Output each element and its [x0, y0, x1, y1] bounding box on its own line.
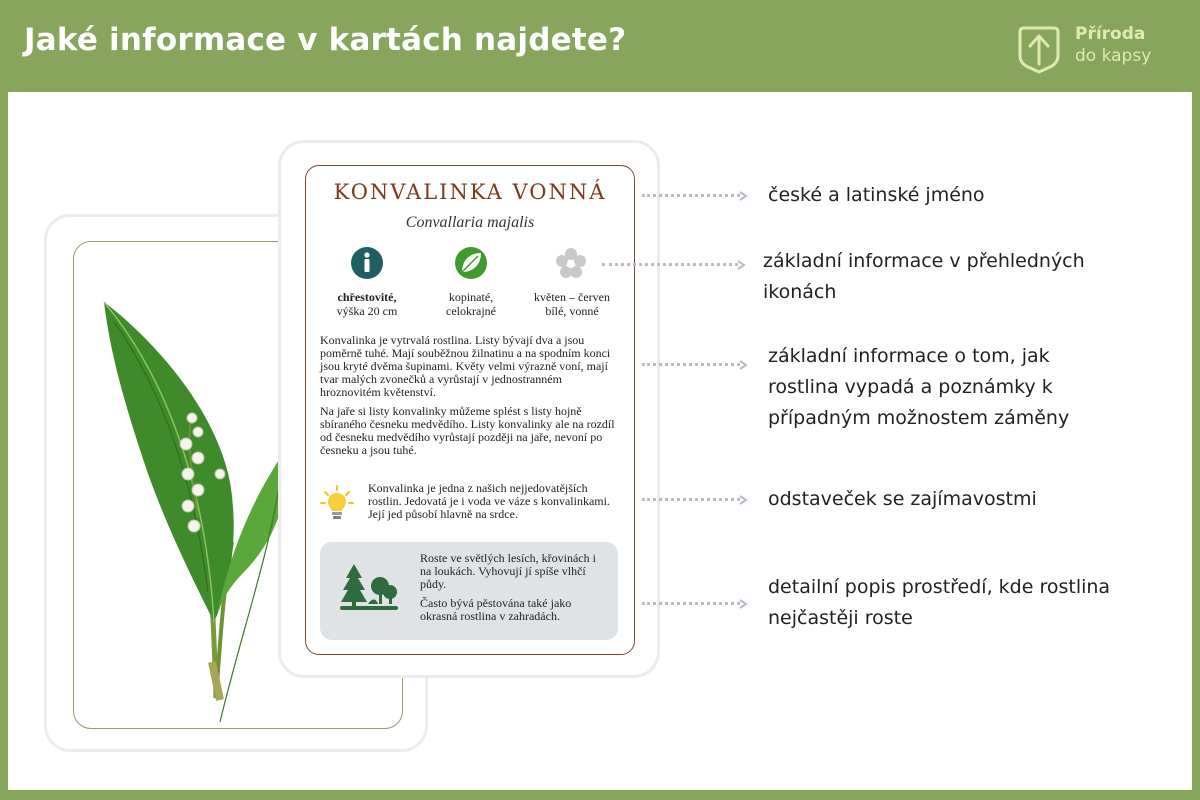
- plant-latin-name: Convallaria majalis: [405, 214, 535, 231]
- card-content: [305, 165, 635, 655]
- callout-connector: [642, 602, 740, 605]
- plant-name: KONVALINKA VONNÁ: [333, 180, 607, 204]
- callout-fun-fact: odstaveček se zajímavostmi: [768, 488, 1037, 510]
- leaf-shape-label: kopinaté, celokrajné: [446, 290, 496, 318]
- arrow-icon: [738, 360, 748, 370]
- forest-habitat-icon: [338, 560, 400, 616]
- callout-connector: [642, 498, 740, 501]
- callout-description: základní informace o tom, jak rostlina vypadá a poznámky k případným možnostem záměny: [768, 345, 1070, 429]
- callout-connector: [642, 194, 740, 197]
- lightbulb-icon: [320, 484, 354, 522]
- habitat-description: Roste ve světlých lesích, křovinách i na loukách. Vyhovují jí spíše vlhčí půdy. Často bývá pěstována také jako okrasná rostlina v zahradách.: [420, 551, 596, 623]
- logo: [1016, 22, 1166, 76]
- description-paragraph: Konvalinka je vytrvalá rostlina. Listy bývají dva a jsou poměrně tuhé. Mají souběžnou žilnatinu a na spodním konci jsou kryté dvěma šupinami. Květy velmi výrazně voní, mají tvar malých zvonečků a vyrůstají v jednostranném hroznovitém květenství.: [320, 333, 611, 399]
- arrow-icon: [738, 599, 748, 609]
- front-card: [278, 140, 660, 678]
- habitat-box: [320, 542, 618, 640]
- plant-description: [320, 334, 622, 463]
- leaf-icon: [454, 246, 488, 280]
- logo-icon: [1016, 22, 1062, 74]
- family-height-label: chřestovité, výška 20 cm: [336, 290, 398, 318]
- page-title: Jaké informace v kartách najdete?: [24, 22, 627, 58]
- flower-icon: [554, 246, 588, 280]
- logo-line2: do kapsy: [1075, 46, 1152, 66]
- arrow-icon: [738, 191, 748, 201]
- description-paragraph: Na jaře si listy konvalinky můžeme splést s listy hojně sbíraného česneku medvědího. Listy konvalinky ale na rozdíl od česneku medvědího vyrůstají později na jaře, nevoní po česneku a jsou tuhé.: [320, 404, 615, 457]
- callout-connector: [642, 363, 740, 366]
- info-icon: [350, 246, 384, 280]
- flowering-label: květen – červen bílé, vonné: [534, 290, 610, 318]
- callout-icons: základní informace v přehledných ikonách: [763, 250, 1085, 303]
- callout-connector: [602, 263, 738, 266]
- fun-fact: Konvalinka je jedna z našich nejjedovatějších rostlin. Jedovatá je i voda ve váze s konvalinkami. Její jed působí hlavně na srdce.: [368, 481, 610, 521]
- callout-names: české a latinské jméno: [768, 184, 985, 206]
- logo-line1: Příroda: [1075, 24, 1146, 44]
- arrow-icon: [736, 260, 746, 270]
- arrow-icon: [738, 495, 748, 505]
- callout-habitat: detailní popis prostředí, kde rostlina nejčastěji roste: [768, 576, 1111, 629]
